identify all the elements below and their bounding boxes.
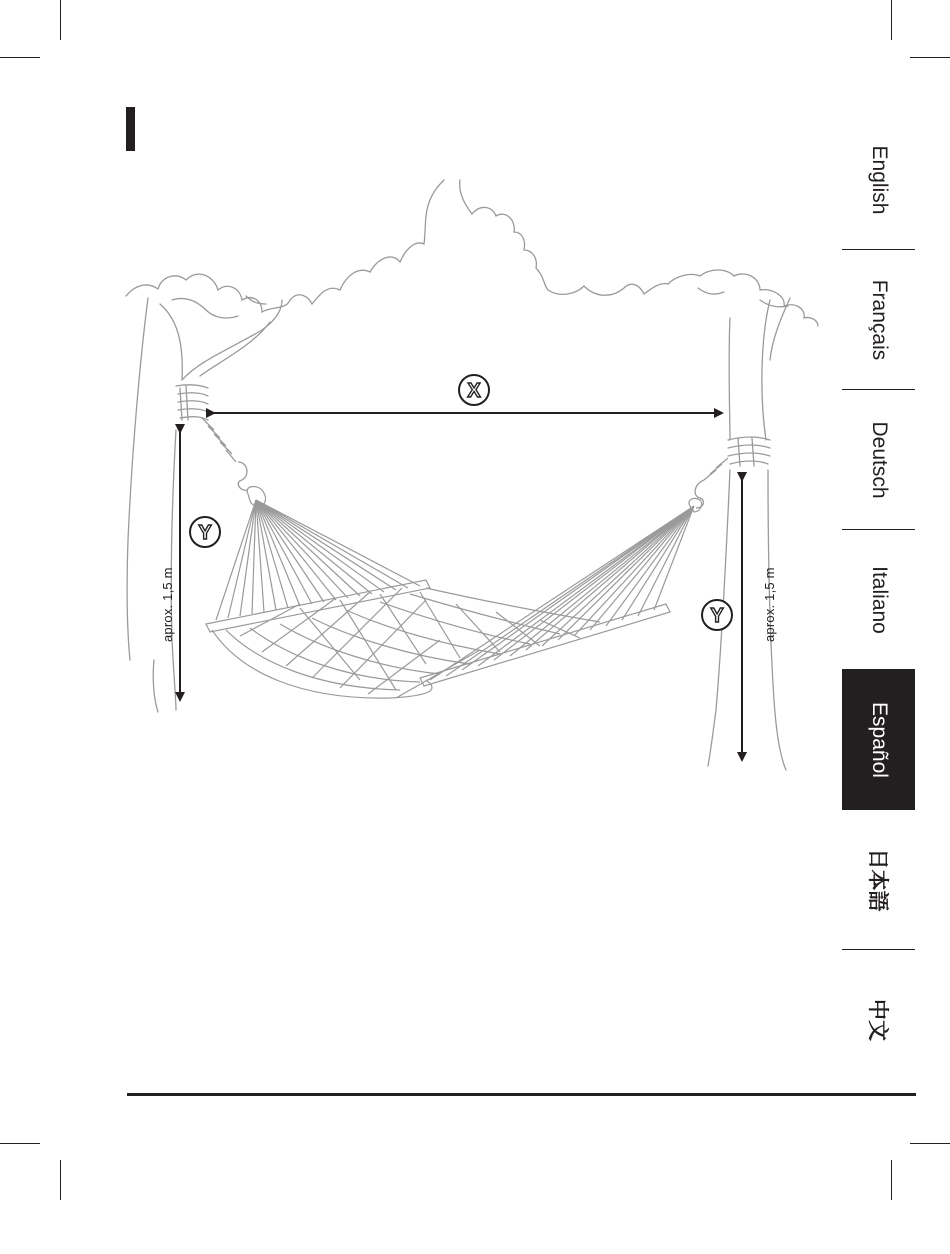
tab-deutsch-label: Deutsch xyxy=(867,420,891,499)
tab-italiano-label: Italiano xyxy=(867,565,891,634)
y-marker-left xyxy=(190,517,220,547)
height-label-right: aprox. 1,5 m xyxy=(762,567,777,642)
tab-japanese-label: 日本語 xyxy=(865,848,889,911)
tab-espanol[interactable] xyxy=(842,670,915,810)
tab-japanese[interactable] xyxy=(842,810,915,950)
tab-italiano[interactable] xyxy=(842,530,915,670)
right-tree xyxy=(708,298,790,770)
tree-canopy xyxy=(126,180,818,326)
height-label-left: aprox. 1,5 m xyxy=(160,567,175,642)
tab-english-label: English xyxy=(867,145,891,214)
footer-rule xyxy=(127,1093,916,1096)
x-marker xyxy=(459,375,489,405)
tab-espanol-label: Español xyxy=(867,701,891,778)
hammock xyxy=(206,487,702,699)
tab-francais[interactable] xyxy=(842,250,915,390)
chains xyxy=(202,418,728,508)
tab-chinese[interactable] xyxy=(842,950,915,1090)
language-tabs xyxy=(842,110,915,1090)
x-marker-text: X xyxy=(467,380,481,402)
tab-english[interactable] xyxy=(842,110,915,250)
y-marker-right-text: Y xyxy=(710,605,724,627)
tab-deutsch[interactable] xyxy=(842,390,915,530)
dimension-arrows xyxy=(180,413,742,760)
tab-francais-label: Français xyxy=(867,279,891,360)
y-marker-left-text: Y xyxy=(198,522,212,544)
y-marker-right xyxy=(702,600,732,630)
tab-chinese-label: 中文 xyxy=(865,999,889,1041)
